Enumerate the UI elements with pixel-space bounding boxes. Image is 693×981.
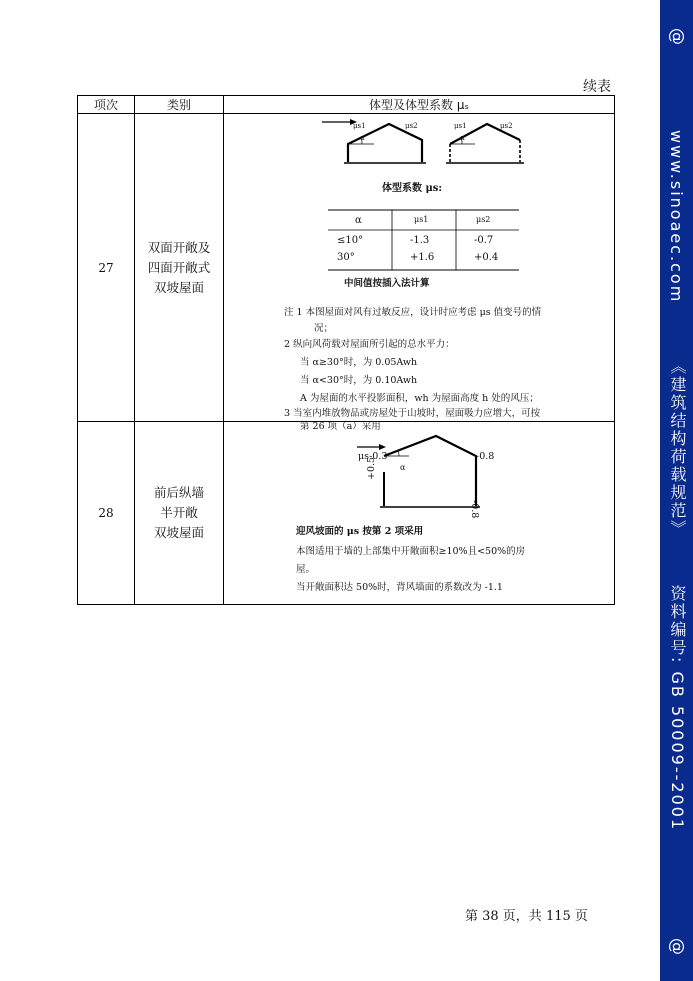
- label-roof-right: -0.8: [476, 451, 495, 462]
- note-line: 迎风坡面的 μs 按第 2 项采用: [296, 526, 424, 537]
- coeff-cell: ≤10°: [337, 235, 364, 246]
- category-line: 半开敞: [160, 505, 198, 520]
- label-mu-s2: μs2: [405, 122, 418, 130]
- header-index: 项次: [78, 96, 135, 114]
- sidebar-doc-number: 资料编号: GB 50009--2001: [668, 585, 687, 832]
- load-coefficient-table: [77, 95, 615, 605]
- note-line: 第 26 项（a）采用: [300, 421, 381, 432]
- note-line: 当 α<30°时，为 0.10Awh: [300, 375, 418, 386]
- header-category: 类别: [135, 96, 224, 114]
- sidebar-url[interactable]: www.sinoaec.com: [667, 130, 686, 304]
- label-wall-left: +0.5: [366, 456, 377, 480]
- label-mu-s1: μs1: [353, 122, 366, 130]
- coeff-cell: 30°: [337, 252, 355, 263]
- row-category: [135, 114, 224, 422]
- row-category: [135, 422, 224, 605]
- row-shape-cell: [224, 114, 615, 432]
- roof-diagram-27: [224, 114, 615, 421]
- note-line: 本图适用于墙的上部集中开敞面积≥10%且<50%的房: [296, 546, 526, 557]
- coeff-cell: -1.3: [410, 235, 430, 246]
- label-alpha: α: [400, 463, 406, 472]
- note-line: 2 纵向风荷载对屋面所引起的总水平力：: [284, 339, 455, 350]
- note-line: 屋。: [296, 564, 316, 575]
- sidebar-at-bottom: @: [667, 938, 687, 957]
- label-roof-left: μs-0.3: [358, 451, 388, 462]
- table-row: [78, 114, 615, 422]
- category-line: 四面开敞式: [147, 259, 211, 275]
- label-wall-right: -0.8: [469, 500, 480, 519]
- note-line: 当开敞面积达 50%时，背风墙面的系数改为 -1.1: [296, 582, 503, 593]
- coeff-header-mu1: μs1: [414, 215, 429, 224]
- table-row: [78, 422, 615, 605]
- coeff-cell: +0.4: [474, 252, 499, 263]
- sidebar-banner: [660, 0, 693, 981]
- coeff-cell: +1.6: [410, 252, 435, 263]
- row-shape-cell: [224, 422, 615, 605]
- label-mu-s2-right: μs2: [500, 122, 513, 130]
- interpolation-note: 中间值按插入法计算: [344, 278, 430, 289]
- page-footer: 第 38 页，共 115 页: [465, 909, 588, 924]
- coeff-header-mu2: μs2: [476, 215, 491, 224]
- category-line: 双面开敞及: [147, 239, 211, 255]
- note-line: 注 1 本图屋面对风有过敏反应，设计时应考虑 μs 值变号的情: [284, 307, 542, 318]
- sidebar-book-title: 《建筑结构荷载规范》: [668, 358, 687, 538]
- note-line: 况；: [314, 323, 334, 334]
- roof-diagram-28: [224, 422, 615, 604]
- row-index: 27: [78, 114, 135, 422]
- table-header-row: [78, 96, 615, 114]
- sidebar-at-top: @: [667, 28, 687, 47]
- note-line: A 为屋面的水平投影面积，wh 为屋面高度 h 处的风压；: [300, 393, 539, 404]
- coeff-header-alpha: α: [355, 215, 362, 226]
- header-shape: 体型及体型系数 μₛ: [224, 96, 615, 114]
- label-alpha: α: [360, 134, 365, 142]
- continued-label: 续表: [583, 79, 611, 95]
- coefficient-title: 体型系数 μs:: [382, 183, 443, 194]
- category-line: 双坡屋面: [153, 279, 204, 295]
- label-mu-s1-right: μs1: [454, 122, 467, 130]
- note-line: 当 α≥30°时，为 0.05Awh: [300, 357, 418, 368]
- label-alpha-right: α: [460, 134, 465, 142]
- coeff-cell: -0.7: [474, 235, 494, 246]
- row-index: 28: [78, 422, 135, 605]
- category-line: 前后纵墙: [153, 485, 204, 500]
- note-line: 3 当室内堆放物品或房屋处于山坡时，屋面吸力应增大，可按: [284, 408, 541, 419]
- category-line: 双坡屋面: [153, 525, 204, 540]
